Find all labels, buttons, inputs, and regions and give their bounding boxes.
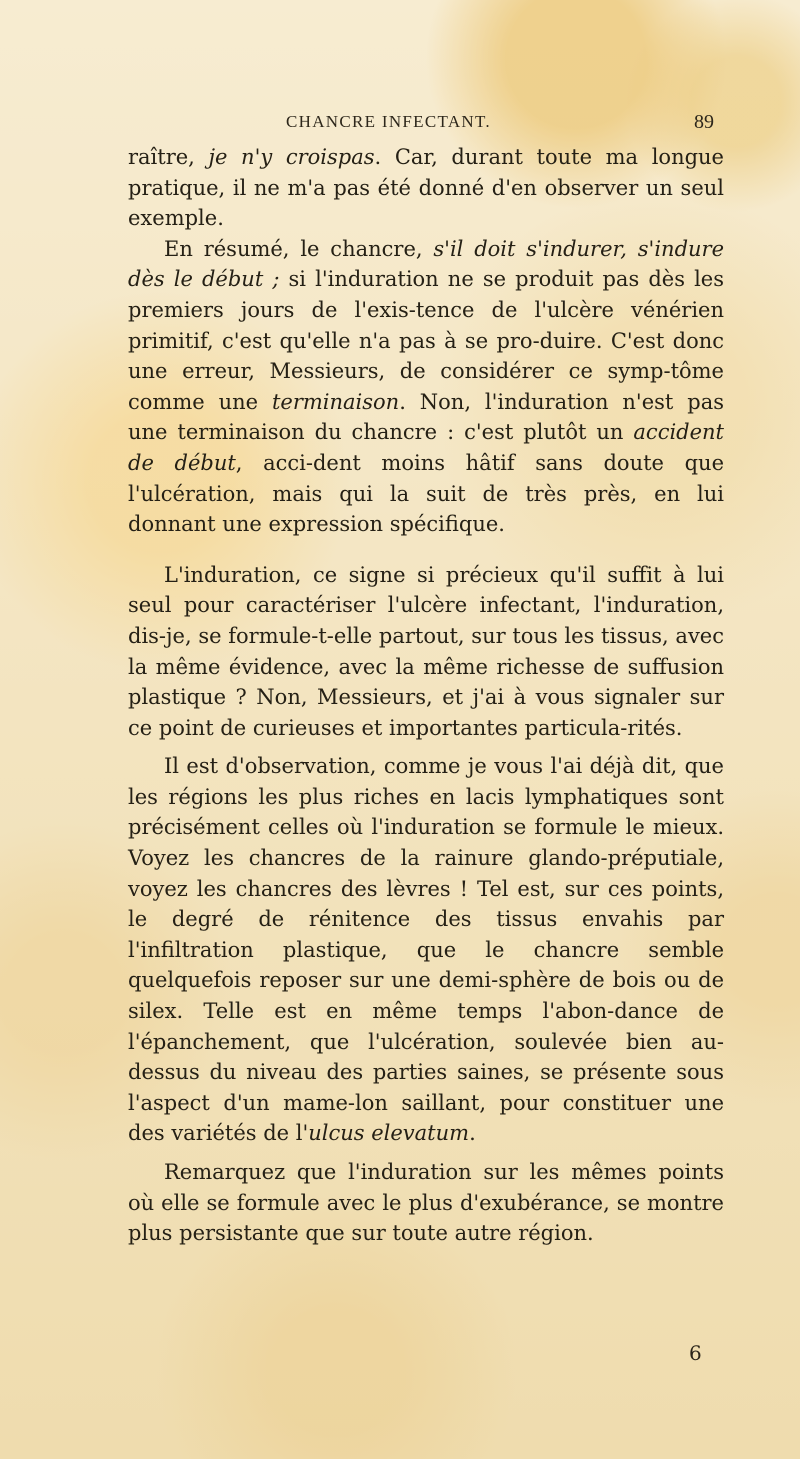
text-segment: L'induration, ce signe si précieux qu'il suffit à lui seul pour caractériser l'ulcère infectant, l'induration, dis-je, se formule-t-elle partout, sur tous les tissus, avec la même évidence, avec la même richesse de suffusion plastique ? Non, Messieurs, et j'ai à vous signaler sur ce point de curieuses et importantes particula-rités.: [128, 562, 724, 740]
text-segment: si l'induration ne se produit pas dès les premiers jours de l'exis-tence de l'ulcère vénérien primitif, c'est qu'elle n'a pas à se pro-duire. C'est donc une erreur, Messieurs, de considérer ce symp-tôme comme une: [128, 267, 724, 414]
page-number: 89: [694, 111, 714, 133]
italic-phrase: accident de début: [128, 420, 724, 475]
text-segment: Remarquez que l'induration sur les mêmes points où elle se formule avec le plus d'exubérance, se montre plus persistante que sur toute autre région.: [128, 1160, 724, 1246]
text-segment: , acci-dent moins hâtif sans doute que l'ulcération, mais qui la suit de très près, en lui donnant une expression spécifique.: [128, 450, 725, 537]
signature-mark: 6: [689, 1341, 702, 1365]
paragraph-3: [128, 560, 724, 744]
text-segment: raître,: [128, 145, 209, 169]
paragraph-4: [128, 751, 724, 1149]
text-segment: Il est d'observation, comme je vous l'ai déjà dit, que les régions les plus riches en lacis lymphatiques sont précisément celles où l'induration se formule le mieux. Voyez les chancres de la rainure glando-préputiale, voyez les chancres des lèvres ! Tel est, sur ces points, le degré de rénitence des tissus envahis par l'infiltration plastique, que le chancre semble quelquefois reposer sur une demi-sphère de bois ou de silex. Telle est en même temps l'abon-dance de l'épanchement, que l'ulcération, soulevée bien au-dessus du niveau des parties saines, se présente sous l'aspect d'un mame-lon saillant, pour constituer une des variétés de l': [128, 754, 724, 1146]
paragraph-1: [128, 142, 724, 234]
italic-phrase: ulcus elevatum: [308, 1121, 470, 1146]
text-segment: .: [469, 1121, 476, 1146]
italic-phrase: terminaison: [271, 389, 400, 414]
italic-phrase: je n'y croispas: [208, 145, 375, 169]
text-segment: . Non, l'induration n'est pas une terminaison du chancre : c'est plutôt un: [128, 389, 724, 445]
main-text: [128, 142, 724, 1249]
text-segment: En résumé, le chancre,: [164, 236, 434, 261]
italic-phrase: s'il doit s'indurer, s'indure dès le début ;: [128, 236, 724, 292]
paragraph-5: [128, 1157, 724, 1249]
text-segment: . Car, durant toute ma longue pratique, il ne m'a pas été donné d'en observer un seul exemple.: [128, 145, 724, 231]
paragraph-2: [128, 234, 724, 540]
running-header: CHANCRE INFECTANT.: [286, 112, 491, 131]
